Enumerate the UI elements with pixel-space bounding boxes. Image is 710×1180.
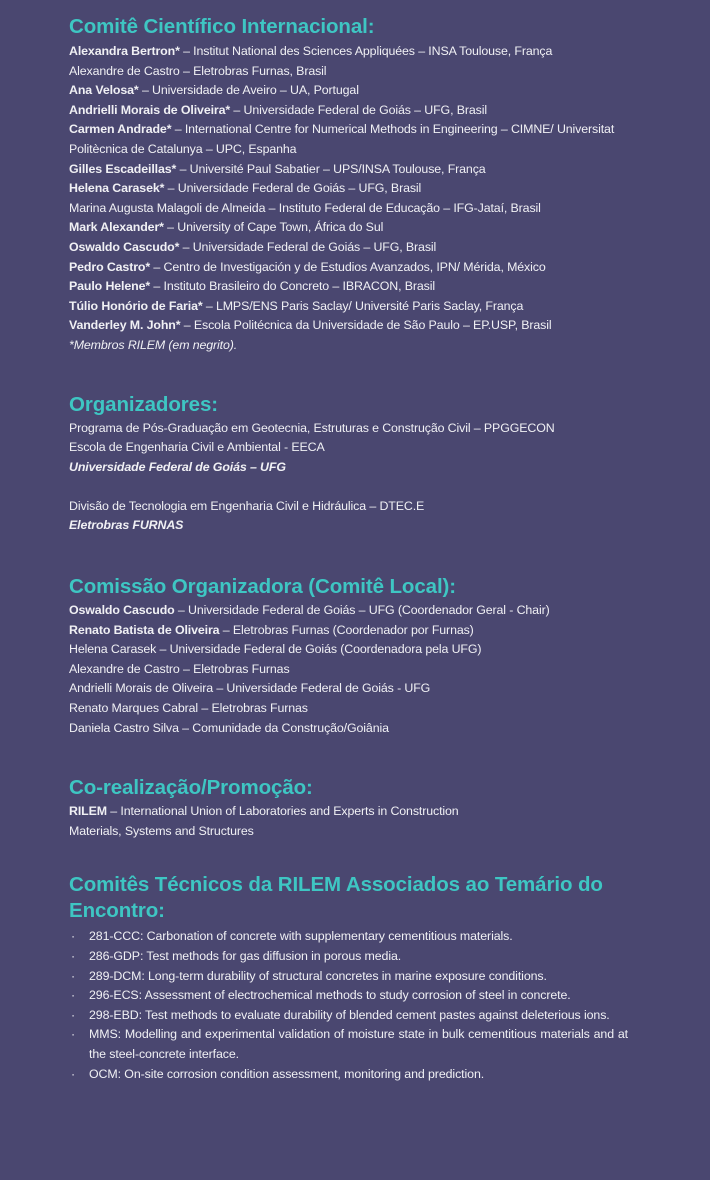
- list-item: [69, 101, 628, 121]
- member-affiliation: – International Centre for Numerical Methods in Engineering – CIMNE/ Universitat Politècnica de Catalunya – UPC, Espanha: [69, 122, 615, 156]
- list-item: [69, 120, 628, 159]
- list-item: [69, 621, 628, 641]
- organizadores-list: [69, 419, 628, 537]
- member-name: Mark Alexander*: [69, 220, 164, 235]
- bullet-icon: ·: [71, 929, 76, 944]
- list-item: [69, 719, 628, 739]
- member-affiliation: – Escola Politécnica da Universidade de São Paulo – EP.USP, Brasil: [180, 318, 552, 333]
- list-item: [69, 62, 628, 82]
- member-name: Pedro Castro*: [69, 259, 151, 274]
- member-name: Carmen Andrade*: [69, 122, 172, 137]
- organizador-institution: Eletrobras FURNAS: [69, 518, 184, 533]
- co-realizacao-list: [69, 802, 628, 841]
- member-affiliation: Helena Carasek – Universidade Federal de Goiás (Coordenadora pela UFG): [69, 642, 482, 657]
- list-item: [69, 42, 628, 62]
- technical-committee-text: 298-EBD: Test methods to evaluate durability of blended cement pastes against deleterious ions.: [89, 1007, 610, 1022]
- bullet-icon: ·: [71, 968, 76, 983]
- technical-committee-text: 289-DCM: Long-term durability of structural concretes in marine exposure conditions.: [89, 968, 547, 983]
- section-co-realizacao: [69, 775, 628, 841]
- list-item: [69, 1006, 628, 1026]
- member-affiliation: – Universidade Federal de Goiás – UFG, Brasil: [164, 181, 422, 196]
- section-comissao-organizadora: [69, 574, 628, 738]
- list-item: [69, 238, 628, 258]
- member-affiliation: Alexandre de Castro – Eletrobras Furnas: [69, 661, 290, 676]
- list-item: [69, 316, 628, 336]
- comissao-organizadora-list: [69, 601, 628, 738]
- member-name: Oswaldo Cascudo*: [69, 239, 180, 254]
- member-name: RILEM: [69, 804, 107, 819]
- member-affiliation: – LMPS/ENS Paris Saclay/ Université Paris Saclay, França: [202, 298, 524, 313]
- member-affiliation: – Universidade Federal de Goiás – UFG, Brasil: [230, 102, 487, 117]
- list-item: [69, 660, 628, 680]
- technical-committee-text: 296-ECS: Assessment of electrochemical methods to study corrosion of steel in concrete.: [89, 988, 571, 1003]
- organizador-institution: Universidade Federal de Goiás – UFG: [69, 459, 286, 474]
- scientific-committee-list: [69, 42, 628, 356]
- bullet-icon: ·: [71, 1027, 76, 1042]
- list-item: [69, 601, 628, 621]
- member-name: Ana Velosa*: [69, 83, 139, 98]
- member-name: Helena Carasek*: [69, 181, 165, 196]
- member-name: Renato Batista de Oliveira: [69, 622, 220, 637]
- member-name: Vanderley M. John*: [69, 318, 181, 333]
- member-name: Paulo Helene*: [69, 279, 151, 294]
- member-affiliation: – International Union of Laboratories and Experts in Construction: [106, 804, 459, 819]
- member-affiliation: – University of Cape Town, África do Sul: [163, 220, 384, 235]
- member-affiliation: – Eletrobras Furnas (Coordenador por Furnas): [219, 622, 474, 637]
- section-comites-tecnicos: [69, 872, 628, 1084]
- list-item: [69, 640, 628, 660]
- list-item: [69, 160, 628, 180]
- section-organizadores: [69, 392, 628, 537]
- organizadores-heading: Organizadores:: [69, 392, 218, 416]
- list-item: [69, 802, 628, 822]
- member-name: Gilles Escadeillas*: [69, 161, 177, 176]
- comissao-organizadora-heading: Comissão Organizadora (Comitê Local):: [69, 575, 457, 599]
- technical-committee-text: 286-GDP: Test methods for gas diffusion in porous media.: [89, 949, 402, 963]
- list-item: [69, 986, 628, 1006]
- co-realizacao-heading: Co-realização/Promoção:: [69, 776, 313, 800]
- list-item: [69, 967, 628, 987]
- list-item: Escola de Engenharia Civil e Ambiental - EECA: [69, 440, 325, 455]
- scientific-committee-heading: Comitê Científico Internacional:: [69, 15, 375, 38]
- member-affiliation: – Centro de Investigación y de Estudios Avanzados, IPN/ Mérida, México: [150, 259, 546, 274]
- member-affiliation: Alexandre de Castro – Eletrobras Furnas, Brasil: [69, 63, 327, 78]
- member-affiliation: – Universidade de Aveiro – UA, Portugal: [138, 83, 359, 98]
- list-item: Divisão de Tecnologia em Engenharia Civil e Hidráulica – DTEC.E: [69, 498, 425, 513]
- list-item: [69, 218, 628, 238]
- member-affiliation: Andrielli Morais de Oliveira – Universidade Federal de Goiás - UFG: [69, 681, 431, 696]
- list-item: [69, 199, 628, 219]
- bullet-icon: ·: [71, 1007, 76, 1022]
- member-name: Túlio Honório de Faria*: [69, 298, 203, 313]
- bullet-icon: ·: [71, 988, 76, 1003]
- list-item: [69, 258, 628, 278]
- list-item: [69, 947, 628, 967]
- list-item: [69, 277, 628, 297]
- list-item: [69, 81, 628, 101]
- section-scientific-committee: [69, 14, 628, 356]
- comites-tecnicos-list: [69, 927, 628, 1084]
- spacer: [69, 477, 628, 497]
- member-affiliation: – Institut National des Sciences Appliquées – INSA Toulouse, França: [179, 44, 553, 58]
- member-affiliation: – Instituto Brasileiro do Concreto – IBRACON, Brasil: [150, 279, 436, 294]
- list-item: [69, 179, 628, 199]
- member-affiliation: – Université Paul Sabatier – UPS/INSA Toulouse, França: [176, 161, 486, 176]
- list-item: [69, 297, 628, 317]
- technical-committee-text: OCM: On-site corrosion condition assessment, monitoring and prediction.: [89, 1066, 485, 1081]
- member-affiliation: Materials, Systems and Structures: [69, 823, 254, 838]
- list-item: [69, 1025, 628, 1064]
- comites-tecnicos-heading: Comitês Técnicos da RILEM Associados ao Temário do Encontro:: [69, 873, 603, 923]
- member-affiliation: Daniela Castro Silva – Comunidade da Construção/Goiânia: [69, 720, 389, 735]
- list-item: [69, 1065, 628, 1085]
- member-affiliation: Marina Augusta Malagoli de Almeida – Instituto Federal de Educação – IFG-Jataí, Brasil: [69, 200, 541, 215]
- member-name: Oswaldo Cascudo: [69, 603, 175, 618]
- member-name: Alexandra Bertron*: [69, 44, 180, 58]
- member-affiliation: Renato Marques Cabral – Eletrobras Furnas: [69, 701, 308, 716]
- bullet-icon: ·: [71, 949, 76, 963]
- member-affiliation: – Universidade Federal de Goiás – UFG (Coordenador Geral - Chair): [174, 603, 550, 618]
- member-name: Andrielli Morais de Oliveira*: [69, 102, 231, 117]
- list-item: [69, 822, 628, 842]
- bullet-icon: ·: [71, 1066, 76, 1081]
- rilem-footnote: *Membros RILEM (em negrito).: [69, 337, 238, 352]
- list-item: [69, 699, 628, 719]
- member-affiliation: – Universidade Federal de Goiás – UFG, Brasil: [179, 239, 437, 254]
- technical-committee-text: 281-CCC: Carbonation of concrete with supplementary cementitious materials.: [89, 929, 513, 944]
- list-item: Programa de Pós-Graduação em Geotecnia, Estruturas e Construção Civil – PPGGECON: [69, 420, 555, 435]
- list-item: [69, 679, 628, 699]
- technical-committee-text: MMS: Modelling and experimental validation of moisture state in bulk cementitious materials and at the steel-concrete interface.: [89, 1027, 628, 1061]
- list-item: [69, 927, 628, 947]
